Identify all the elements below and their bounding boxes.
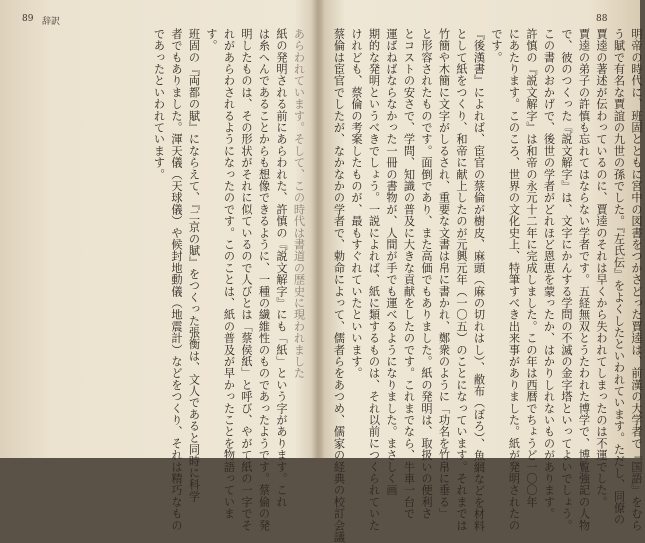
text-line: 賈逵の著述が伝わっているのに、賈逵のそれは早くから失われてしまったのは不運でした。: [593, 28, 611, 440]
text-line: 賈逵の弟子の許慎も忘れてはならない学者です。五経無双とうたわれた博学で、博覧強記の人物: [575, 28, 593, 440]
text-line: 紙の発明される前にあらわれた、許慎の『説文解字』にも「紙」という字があります。これ: [273, 28, 291, 440]
text-line: 『後漢書』によれば、宦官の蔡倫が樹皮、麻頭（麻の切れはし）、敝布（ぼろ）、魚網などを材料: [470, 28, 488, 440]
text-line: す。: [203, 28, 221, 440]
text-line: 明したものは、その形状がそれに似ているので人びとは「蔡侯紙」と呼び、やがて紙の一字でそ: [238, 28, 256, 440]
text-line: この書のおかげで、後世の学者がどれほど恩恵を蒙ったか、はかりしれないものがあります。: [540, 28, 558, 440]
text-line: 明帝の時代に、班固とともに宮中の図書をつかさどった賈逵は、前漢の大学者で『国語』をむら: [628, 28, 645, 440]
text-line: です。: [488, 28, 506, 440]
text-line: は糸へんであることからも想像できるように、一種の繊維性のものであったようです。蔡倫の発: [255, 28, 273, 440]
text-line: と形容されたものです。面倒であり、また高価でもありました。紙の発明は、取扱いの便利さ: [418, 28, 436, 440]
text-line: あらわれています。そして、この時代は書道の歴史に現われました: [290, 28, 308, 440]
text-line: であったといわれています。: [150, 28, 168, 440]
text-line: 運ばねばならなかった一冊の書物が、人間が手でも運べるようになりました。まさしく画: [383, 28, 401, 440]
right-page-number: 88: [596, 14, 607, 24]
text-line: にあたります。このころ、世界の文化史上、特筆すべき出来事がありました。紙が発明されたの: [505, 28, 523, 440]
left-running-head: 辞訳: [42, 14, 60, 27]
left-page-text: [150, 28, 308, 446]
right-page-text: [330, 28, 645, 446]
text-line: 班固の『両都の賦』にならえて、『二京の賦』をつくった張衡は、文人であると同時に科学: [185, 28, 203, 440]
text-line: で、彼のつくった『説文解字』は、文字にかんする学問の不滅の金字塔といってよいでしょう。: [558, 28, 576, 440]
text-line: として紙をつくり、和帝に献上したのが元興元年（一〇五）のことになっています。それまでは: [453, 28, 471, 440]
text-line: れがあらわされるようになったのです。このことは、紙の普及が早かったことを物語っていま: [220, 28, 238, 440]
text-line: う賦で有名な賈誼の九世の孫でした。『左氏伝』をよくしたといわれています。ただし、同僚の: [610, 28, 628, 440]
book-gutter: [311, 0, 325, 458]
text-line: 者でもありました。渾天儀（天球儀）や候封地動儀（地震計）などをつくり、それは精巧なもの: [168, 28, 186, 440]
text-line: 許慎の『説文解字』は和帝の永元十二年に完成しました。この年は西暦でちょうど一〇〇年: [523, 28, 541, 440]
text-line: 竹簡や木簡に文字がしるされ、重要な文書は帛に書かれ、鄭衆のように「功名を竹帛に垂る」: [435, 28, 453, 440]
text-line: 蔡倫は宦官でしたが、なかなかの学者で、勅命によって、儒者らをあつめ、儒家の経典の校訂会議: [330, 28, 348, 440]
text-line: とコストの安さで、学問、知識の普及に大きな貢献をしたのです。これまでなら、牛車一台で: [400, 28, 418, 440]
text-line: 期的な発明というべきでしょう。一説によれば、紙に類するものは、それ以前につくられていた: [365, 28, 383, 440]
text-line: けれども、蔡倫の考案したものが、最もすぐれていたといいます。: [348, 28, 366, 440]
left-page-number: 89: [22, 14, 33, 24]
